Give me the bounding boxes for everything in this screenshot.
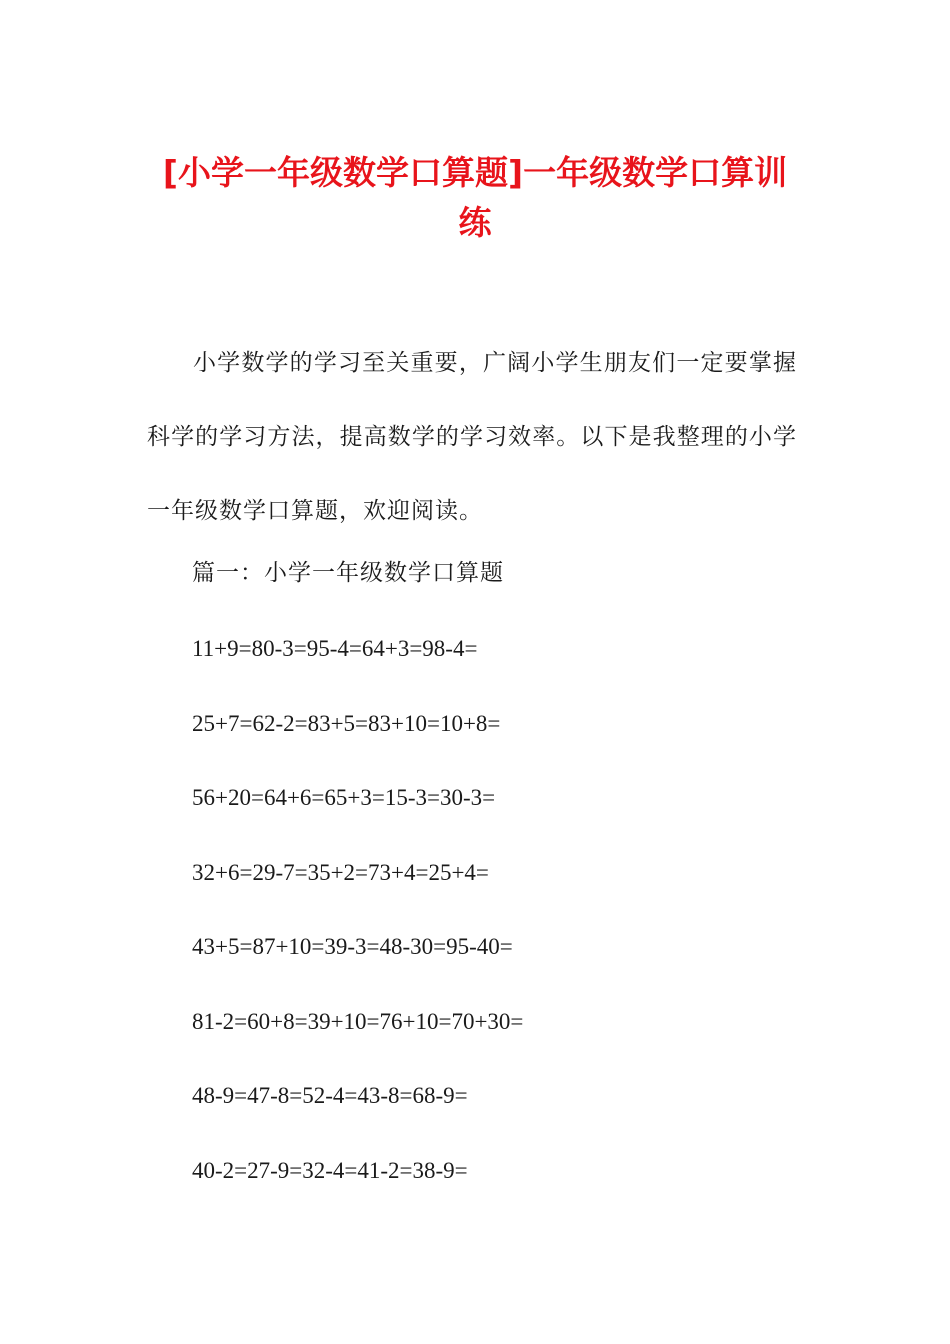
problem-row: 43+5=87+10=39-3=48-30=95-40=	[192, 934, 513, 959]
problem-row: 40-2=27-9=32-4=41-2=38-9=	[192, 1157, 468, 1183]
problem-list	[192, 629, 523, 1225]
document-title: [小学一年级数学口算题]一年级数学口算训练	[162, 153, 788, 242]
problem-row: 48-9=47-8=52-4=43-8=68-9=	[192, 1083, 468, 1108]
problem-row: 32+6=29-7=35+2=73+4=25+4=	[192, 859, 489, 885]
intro-paragraph: 小学数学的学习至关重要，广阔小学生朋友们一定要掌握科学的学习方法，提高数学的学习效率。以下是我整理的小学一年级数学口算题，欢迎阅读。	[147, 350, 797, 524]
problem-row: 81-2=60+8=39+10=76+10=70+30=	[192, 1008, 524, 1034]
section-heading: 篇一：小学一年级数学口算题	[192, 560, 504, 586]
problem-row: 56+20=64+6=65+3=15-3=30-3=	[192, 785, 496, 810]
problem-row: 25+7=62-2=83+5=83+10=10+8=	[192, 710, 501, 736]
problem-row: 11+9=80-3=95-4=64+3=98-4=	[192, 636, 478, 661]
